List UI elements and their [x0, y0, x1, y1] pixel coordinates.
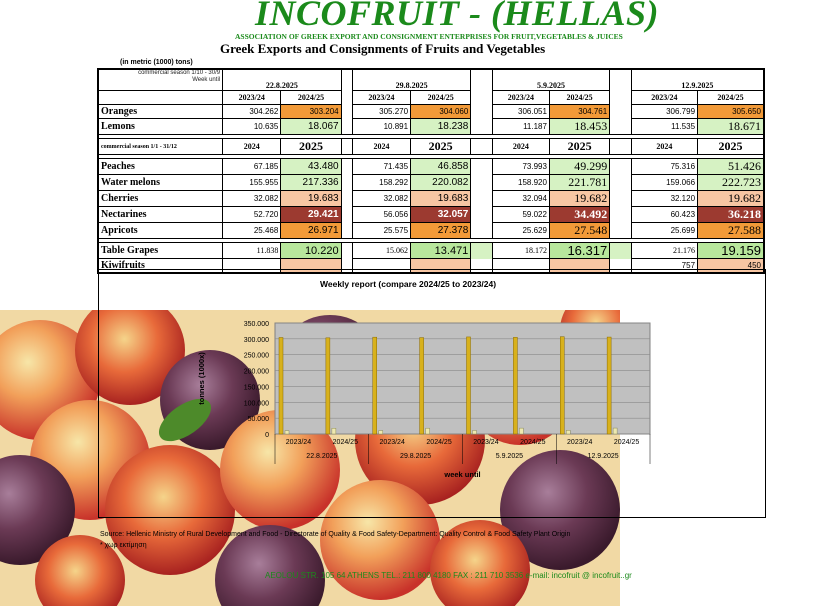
value-cell: 27.588: [698, 223, 764, 239]
bar: [467, 337, 471, 434]
product-name: Table Grapes: [98, 243, 223, 259]
product-name: Water melons: [98, 175, 223, 191]
x-tick-label: 2023/24: [285, 439, 312, 446]
group-label: 5.9.2025: [495, 453, 523, 460]
x-axis-title: week until: [444, 470, 481, 479]
value-cell: 25.699: [631, 223, 697, 239]
value-cell: 217.336: [281, 175, 341, 191]
org-subtitle: ASSOCIATION OF GREEK EXPORT AND CONSIGNMENT ENTERPRISES FOR FRUIT,VEGETABLES & JUICES: [235, 32, 623, 41]
y-tick-label: 250.000: [243, 352, 269, 360]
value-cell: 32.082: [223, 191, 281, 207]
bar: [613, 428, 617, 434]
value-cell: 159.066: [631, 175, 697, 191]
value-cell: 221.781: [549, 175, 609, 191]
source-note: Source: Hellenic Ministry of Rural Development and Food - Directorate of Quality & Food Safety-Department: Quality Control & Food Safety Plant Origin: [100, 531, 571, 538]
value-cell: 11.838: [223, 243, 281, 259]
table-row: [98, 207, 764, 223]
value-cell: 27.548: [549, 223, 609, 239]
value-cell: 158.920: [492, 175, 549, 191]
col-header: 2024: [223, 139, 281, 155]
value-cell: 10.220: [281, 243, 341, 259]
value-cell: 304.060: [411, 105, 471, 119]
col-header: 2025: [281, 139, 341, 155]
value-cell: 51.426: [698, 159, 764, 175]
col-header: 2024: [492, 139, 549, 155]
value-cell: 306.051: [492, 105, 549, 119]
value-cell: 29.421: [281, 207, 341, 223]
y-axis-title: tonnes (1000x): [197, 352, 206, 405]
season-header-row: [98, 91, 764, 105]
bar: [420, 338, 424, 434]
season-label: commercial season 1/10 - 30/9: [138, 70, 221, 76]
col-header: 2023/24: [352, 91, 410, 105]
col-header: 2024/25: [411, 91, 471, 105]
bar: [560, 337, 564, 434]
value-cell: 49.299: [549, 159, 609, 175]
exports-table: [97, 68, 765, 274]
product-name: Nectarines: [98, 207, 223, 223]
value-cell: 18.453: [549, 119, 609, 135]
value-cell: 32.120: [631, 191, 697, 207]
value-cell: 18.671: [698, 119, 764, 135]
col-header: 2023/24: [223, 91, 281, 105]
col-header: 2023/24: [631, 91, 697, 105]
bar: [285, 431, 289, 434]
x-tick-label: 2023/24: [379, 439, 405, 446]
y-tick-label: 50.000: [247, 416, 269, 424]
value-cell: 18.172: [492, 243, 549, 259]
bar-chart: [190, 315, 670, 485]
x-tick-label: 2023/24: [473, 439, 499, 446]
value-cell: 305.270: [352, 105, 410, 119]
value-cell: 32.094: [492, 191, 549, 207]
value-cell: 306.799: [631, 105, 697, 119]
value-cell: 71.435: [352, 159, 410, 175]
value-cell: 19.682: [698, 191, 764, 207]
value-cell: 450: [698, 259, 764, 274]
col-header: 2025: [698, 139, 764, 155]
value-cell: 757: [631, 259, 697, 274]
bar: [473, 430, 477, 434]
value-cell: 19.683: [281, 191, 341, 207]
table-row: [98, 119, 764, 135]
product-name: Cherries: [98, 191, 223, 207]
season-label: commercial season 1/1 - 31/12: [98, 139, 223, 155]
bar: [279, 338, 283, 434]
value-cell: 305.650: [698, 105, 764, 119]
bar: [326, 338, 330, 434]
value-cell: 19.683: [411, 191, 471, 207]
value-cell: 52.720: [223, 207, 281, 223]
season-header-row: [98, 139, 764, 155]
bar: [379, 431, 383, 434]
product-name: Peaches: [98, 159, 223, 175]
value-cell: 26.971: [281, 223, 341, 239]
week-header-row: [98, 69, 764, 91]
bar: [373, 337, 377, 434]
value-cell: 19.159: [698, 243, 764, 259]
table-row: [98, 159, 764, 175]
y-tick-label: 100.000: [243, 400, 269, 408]
product-name: Kiwifruits: [98, 259, 223, 274]
table-row: [98, 243, 764, 259]
col-header: 2024: [352, 139, 410, 155]
report-heading: Greek Exports and Consignments of Fruits and Vegetables: [220, 41, 546, 56]
value-cell: 21.176: [631, 243, 697, 259]
x-tick-label: 2024/25: [426, 439, 452, 446]
value-cell: 67.185: [223, 159, 281, 175]
week-date: 12.9.2025: [631, 69, 764, 91]
value-cell: 34.492: [549, 207, 609, 223]
bar: [426, 428, 430, 434]
value-cell: 18.067: [281, 119, 341, 135]
y-tick-label: 0: [265, 432, 269, 439]
product-name: Lemons: [98, 119, 223, 135]
footnote: * χωρ εκτίμηση: [100, 542, 147, 549]
week-until-label: Week until: [192, 77, 221, 83]
value-cell: 56.056: [352, 207, 410, 223]
x-tick-label: 2024/25: [520, 439, 546, 446]
bar: [513, 337, 517, 434]
value-cell: 304.262: [223, 105, 281, 119]
value-cell: 10.635: [223, 119, 281, 135]
value-cell: 158.292: [352, 175, 410, 191]
x-tick-label: 2024/25: [613, 439, 640, 446]
value-cell: 15.062: [352, 243, 410, 259]
value-cell: 60.423: [631, 207, 697, 223]
value-cell: 16.317: [549, 243, 609, 259]
units-label: (in metric (1000) tons): [120, 59, 193, 66]
value-cell: 46.858: [411, 159, 471, 175]
value-cell: 36.218: [698, 207, 764, 223]
x-tick-label: 2024/25: [332, 439, 358, 446]
bar: [607, 337, 611, 434]
value-cell: 10.891: [352, 119, 410, 135]
value-cell: 59.022: [492, 207, 549, 223]
value-cell: 25.575: [352, 223, 410, 239]
col-header: 2024/25: [549, 91, 609, 105]
x-tick-label: 2023/24: [567, 439, 593, 446]
bar: [332, 428, 336, 434]
value-cell: 27.378: [411, 223, 471, 239]
value-cell: 303.204: [281, 105, 341, 119]
table-row: [98, 223, 764, 239]
org-title: INCOFRUIT - (HELLAS): [255, 0, 660, 33]
table-row: [98, 191, 764, 207]
value-cell: 32.082: [352, 191, 410, 207]
plot-area: [275, 323, 650, 434]
product-name: Oranges: [98, 105, 223, 119]
week-date: 22.8.2025: [223, 69, 341, 91]
value-cell: 11.535: [631, 119, 697, 135]
bar: [566, 430, 570, 434]
y-tick-label: 300.000: [243, 336, 269, 344]
col-header: 2024: [631, 139, 697, 155]
col-header: 2024/25: [281, 91, 341, 105]
group-label: 12.9.2025: [587, 453, 619, 460]
y-tick-label: 200.000: [243, 368, 269, 376]
value-cell: 304.761: [549, 105, 609, 119]
chart-title: Weekly report (compare 2024/25 to 2023/24): [320, 279, 497, 289]
col-header: 2024/25: [698, 91, 764, 105]
col-header: 2023/24: [492, 91, 549, 105]
contact-address: AEOLOU STR. 105 64 ATHENS TEL.: 211 800 4180 FAX : 211 710 3536 e-mail: incofruit @ incofruit..gr: [265, 571, 632, 580]
table-row: [98, 175, 764, 191]
value-cell: 32.057: [411, 207, 471, 223]
group-label: 22.8.2025: [306, 453, 338, 460]
value-cell: 11.187: [492, 119, 549, 135]
value-cell: 18.238: [411, 119, 471, 135]
season-cell: [98, 69, 223, 91]
y-tick-label: 150.000: [243, 384, 269, 392]
y-tick-label: 350.000: [243, 321, 269, 328]
value-cell: 43.480: [281, 159, 341, 175]
week-date: 5.9.2025: [492, 69, 609, 91]
value-cell: 25.629: [492, 223, 549, 239]
col-header: 2025: [549, 139, 609, 155]
col-header: 2025: [411, 139, 471, 155]
value-cell: 155.955: [223, 175, 281, 191]
value-cell: 222.723: [698, 175, 764, 191]
week-date: 29.8.2025: [352, 69, 470, 91]
value-cell: 13.471: [411, 243, 471, 259]
group-label: 29.8.2025: [400, 453, 432, 460]
value-cell: 25.468: [223, 223, 281, 239]
bar: [519, 428, 523, 434]
value-cell: 75.316: [631, 159, 697, 175]
value-cell: 19.682: [549, 191, 609, 207]
value-cell: 73.993: [492, 159, 549, 175]
value-cell: 220.082: [411, 175, 471, 191]
table-row: [98, 105, 764, 119]
product-name: Apricots: [98, 223, 223, 239]
